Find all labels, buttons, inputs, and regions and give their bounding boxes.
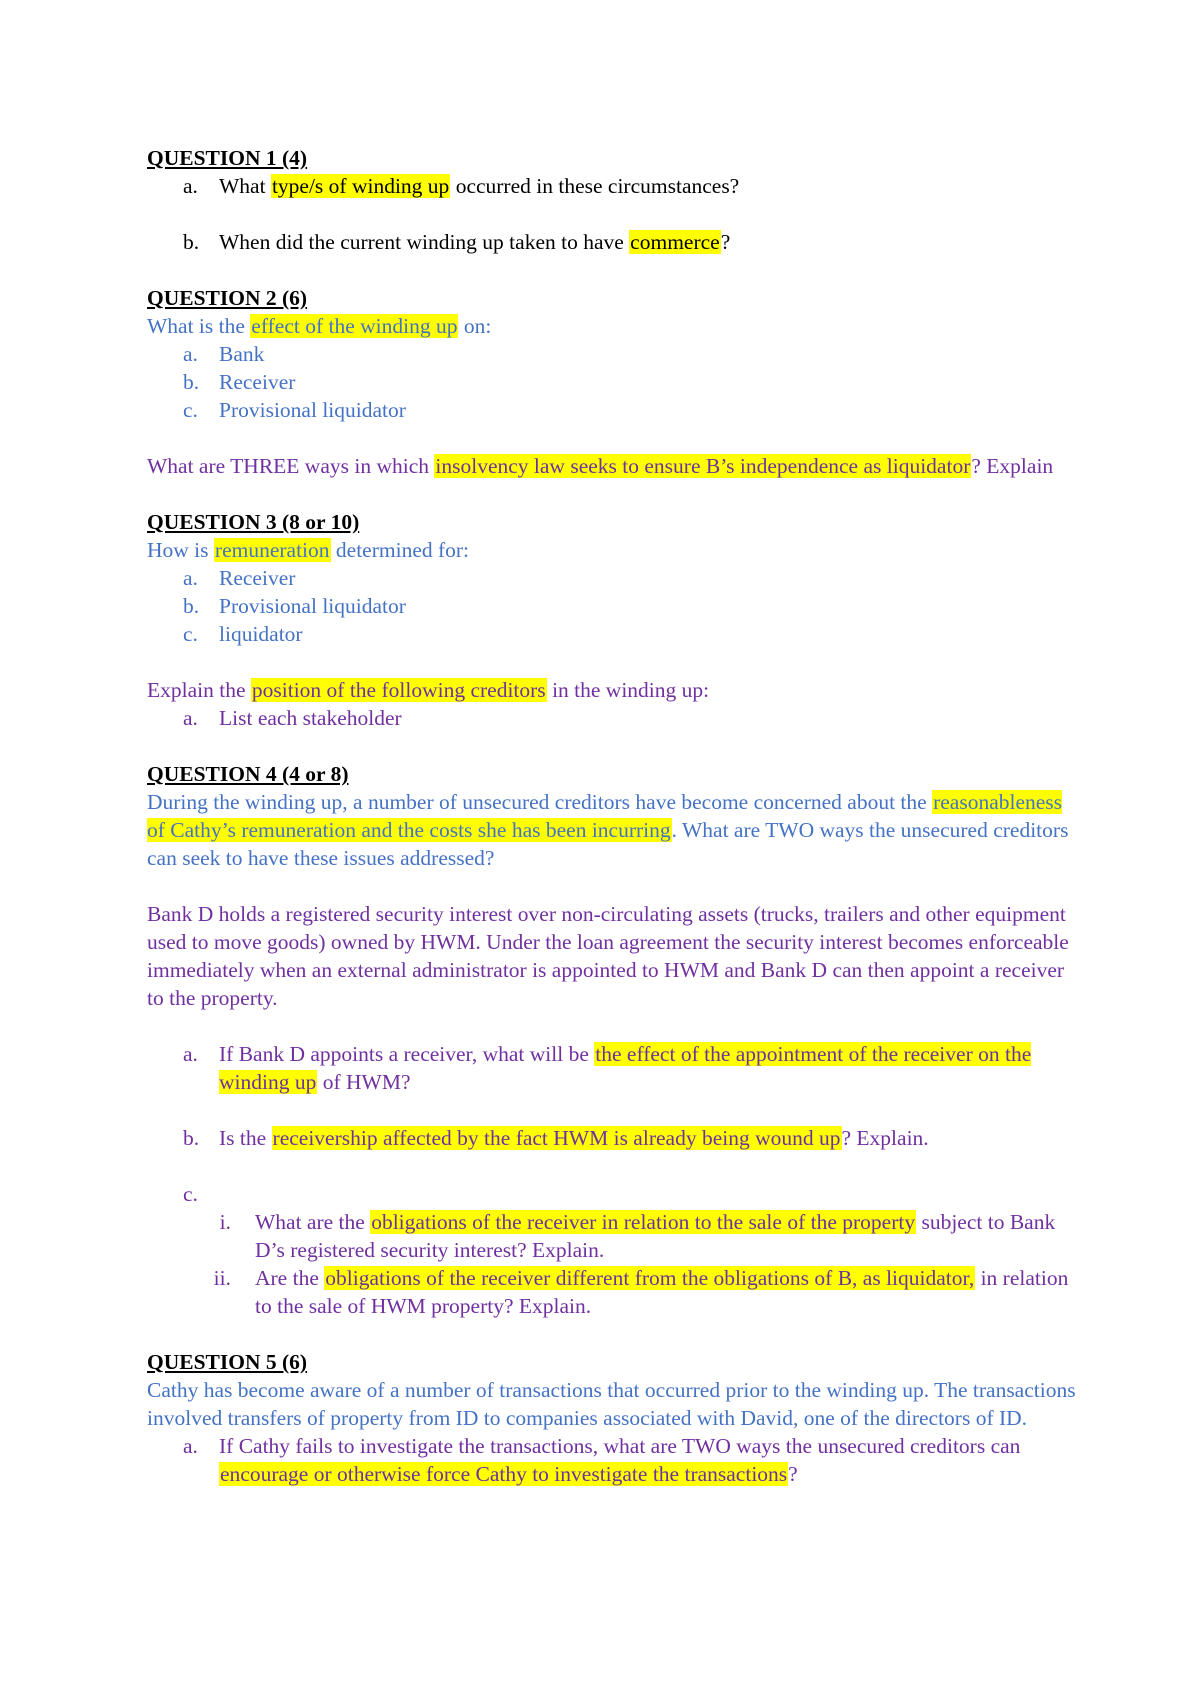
list-item-text: Provisional liquidator [219, 398, 406, 422]
text: determined for: [330, 538, 470, 562]
text: occurred in these circumstances? [450, 174, 740, 198]
question-2-heading: QUESTION 2 (6) [147, 286, 308, 310]
text: How is [147, 538, 214, 562]
question-4-heading: QUESTION 4 (4 or 8) [147, 762, 349, 786]
list-marker: b. [183, 230, 200, 254]
list-item [147, 396, 1077, 424]
text: Explain the [147, 678, 251, 702]
list-marker: a. [183, 1434, 198, 1458]
list-marker: a. [183, 1042, 198, 1066]
question-2-intro [147, 312, 1077, 340]
highlight: reasonableness of Cathy’s remuneration and the costs she has been incurring [147, 790, 1063, 842]
list-item-text: Receiver [219, 566, 296, 590]
list-item [147, 340, 1077, 368]
text: If Cathy fails to investigate the transactions, what are TWO ways the unsecured creditors can [219, 1434, 1021, 1458]
highlight: obligations of the receiver in relation to the sale of the property [371, 1210, 916, 1234]
list-item [147, 620, 1077, 648]
text: If Bank D appoints a receiver, what will be [219, 1042, 595, 1066]
text: Are the [255, 1266, 325, 1290]
question-4-part-a [147, 1040, 1077, 1096]
text: in relation to the sale of HWM property? Explain. [255, 1266, 1069, 1318]
question-4-part-c-ii [147, 1264, 1077, 1320]
list-marker: a. [183, 342, 198, 366]
list-marker: c. [183, 622, 198, 646]
text: ? Explain. [841, 1126, 929, 1150]
question-3-intro [147, 536, 1077, 564]
list-marker: a. [183, 566, 198, 590]
highlight: receivership affected by the fact HWM is already being wound up [272, 1126, 841, 1150]
list-item-text: Bank [219, 342, 265, 366]
text: During the winding up, a number of unsecured creditors have become concerned about the [147, 790, 933, 814]
text: ? Explain [971, 454, 1054, 478]
text: What are the [255, 1210, 371, 1234]
question-4-paragraph-2: Bank D holds a registered security interest over non-circulating assets (trucks, trailers and other equipment used to move goods) owned by HWM. Under the loan agreement the security interest becomes enforceable immediately when an external administrator is appointed to HWM and Bank D can then appoint a receiver to the property. [147, 902, 1069, 1010]
question-4-paragraph-1 [147, 788, 1077, 872]
question-4-part-b [147, 1124, 1077, 1152]
text: on: [458, 314, 492, 338]
question-2-paragraph [147, 452, 1077, 480]
highlight: effect of the winding up [251, 314, 458, 338]
list-marker: ii. [213, 1266, 231, 1290]
list-marker: b. [183, 594, 200, 618]
question-1-part-b [147, 228, 1077, 256]
question-5-heading: QUESTION 5 (6) [147, 1350, 308, 1374]
text: ? [720, 230, 731, 254]
highlight: commerce [630, 230, 720, 254]
highlight: encourage or otherwise force Cathy to investigate the transactions [220, 1462, 788, 1486]
text: What is the [147, 314, 251, 338]
list-marker: c. [183, 1182, 198, 1206]
question-1-part-a [147, 172, 1077, 200]
highlight: position of the following creditors [251, 678, 546, 702]
question-5-paragraph: Cathy has become aware of a number of transactions that occurred prior to the winding up. The transactions involved transfers of property from ID to companies associated with David, one of the directors of ID. [147, 1378, 1076, 1430]
list-item [147, 368, 1077, 396]
list-marker: a. [183, 706, 198, 730]
text: ? [788, 1462, 798, 1486]
text: in the winding up: [546, 678, 710, 702]
text: What [219, 174, 271, 198]
list-item [147, 704, 1077, 732]
text: of HWM? [317, 1070, 411, 1094]
question-5-part-a [147, 1432, 1077, 1488]
highlight: insolvency law seeks to ensure B’s independence as liquidator [435, 454, 971, 478]
list-item-text: List each stakeholder [219, 706, 402, 730]
highlight: obligations of the receiver different from the obligations of B, as liquidator, [325, 1266, 975, 1290]
text: subject to Bank D’s registered security interest? Explain. [255, 1210, 1056, 1262]
list-item-text: Provisional liquidator [219, 594, 406, 618]
list-marker: b. [183, 370, 200, 394]
question-3-paragraph [147, 676, 1077, 704]
list-item [147, 564, 1077, 592]
highlight: remuneration [214, 538, 330, 562]
highlight: the effect of the appointment of the receiver on the winding up [219, 1042, 1032, 1094]
question-4-part-c-i [147, 1208, 1077, 1264]
text: What are THREE ways in which [147, 454, 435, 478]
question-3-heading: QUESTION 3 (8 or 10) [147, 510, 360, 534]
question-1-heading: QUESTION 1 (4) [147, 146, 308, 170]
question-4-part-c [147, 1180, 1077, 1208]
text: . What are TWO ways the unsecured creditors can seek to have these issues addressed? [147, 818, 1069, 870]
list-item-text: Receiver [219, 370, 296, 394]
list-item-text: liquidator [219, 622, 303, 646]
text: Is the [219, 1126, 272, 1150]
list-marker: i. [219, 1210, 231, 1234]
list-marker: b. [183, 1126, 200, 1150]
list-marker: c. [183, 398, 198, 422]
list-item [147, 592, 1077, 620]
document-page [147, 144, 1077, 1488]
list-marker: a. [183, 174, 198, 198]
text: When did the current winding up taken to have [219, 230, 630, 254]
highlight: type/s of winding up [271, 174, 450, 198]
